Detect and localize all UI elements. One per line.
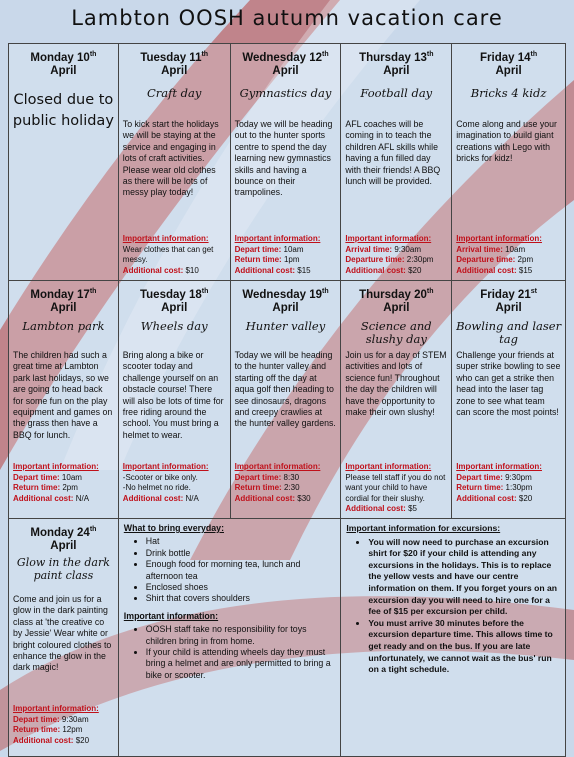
activity-description: Bring along a bike or scooter today and challenge yourself on an obstacle course! There will also be lots of time for free riding around the school. You must bring a helmet to wear.: [122, 350, 224, 440]
activity-description: The children had such a great time at Lambton park last holidays, so we are going to head back for some fun on the play equipment and games on the grass then have a BBQ for lunch.: [13, 350, 113, 440]
activity-info: Important information: Depart time: 10am Return time: 1pm Additional cost: $15: [234, 234, 321, 275]
activity-info: Important information: Arrival time: 10am Departure time: 2pm Additional cost: $15: [456, 234, 542, 275]
day-heading: Monday 24th April: [30, 526, 97, 552]
list-item: • Shirt that covers shoulders: [146, 593, 336, 604]
day-heading: Thursday 13th April: [359, 51, 434, 77]
activity-description: Today we will be heading to the hunter valley and starting off the day at aqua golf then heading to see dinosaurs, dragons and creepy crawlies at the hunter valley gardens.: [234, 350, 336, 429]
activity-description: Join us for a day of STEM activities and lots of science fun! Throughout the day the children will have the opportunity to make their own slushy!: [345, 350, 447, 418]
list-item: • Hat: [146, 536, 336, 547]
list-item: • OOSH staff take no responsibility for toys children bring in from home.: [146, 624, 336, 647]
week-3-row: [8, 519, 566, 757]
page-title: Lambton OOSH autumn vacation care: [71, 6, 503, 30]
activity-info: Important information: Arrival time: 9:30am Departure time: 2:30pm Additional cost: $20: [345, 234, 434, 275]
activity-description: Today we will be heading out to the hunter sports centre to spend the day learning new gymnastics skills and having a bounce on their trampolines.: [234, 119, 333, 198]
activity-title: Hunter valley: [245, 319, 326, 333]
day-cell-monday-24: [9, 519, 119, 757]
week-2-row: [8, 281, 566, 519]
day-heading: Wednesday 12th April: [242, 51, 329, 77]
day-heading: Tuesday 18th April: [139, 288, 209, 314]
activity-info: Important information: Please tell staff if you do not want your child to have cordial for their slushy. Additional cost: $5: [345, 462, 446, 514]
activity-title: Wheels day: [140, 319, 208, 333]
list-item: • Enough food for morning tea, lunch and afternoon tea: [146, 559, 336, 582]
activity-title: Football day: [360, 86, 433, 100]
activity-title: Craft day: [146, 86, 202, 100]
list-item: • Drink bottle: [146, 548, 336, 559]
bring-heading: What to bring everyday:: [123, 523, 224, 533]
general-info-list: [124, 624, 336, 681]
activity-info: Important information: Depart time: 9:30pm Return time: 1:30pm Additional cost: $20: [456, 462, 542, 503]
activity-info: Important information: -Scooter or bike only. -No helmet no ride. Additional cost: N/A: [122, 462, 209, 503]
day-cell-friday-21: [452, 281, 566, 519]
activity-description: Challenge your friends at super strike bowling to see who can get a strike then head into the laser tag zone to see what team can score the most points!: [456, 350, 561, 418]
activity-description: Come along and use your imagination to build giant creations with Lego with bricks for kidz!: [456, 119, 557, 164]
activity-info: Important information: Depart time: 9:30am Return time: 12pm Additional cost: $20: [13, 704, 99, 745]
activity-title: Lambton park: [22, 319, 105, 333]
general-info-heading: Important information:: [123, 610, 219, 621]
activity-title: Gymnastics day: [239, 86, 332, 100]
activity-info: Important information: Depart time: 8:30 Return time: 2:30 Additional cost: $30: [234, 462, 321, 503]
excursion-list: [346, 537, 560, 676]
day-heading: Tuesday 11th April: [140, 51, 209, 77]
day-cell-tuesday-11: [119, 43, 231, 281]
activity-description: To kick start the holidays we will be staying at the service and engaging in lots of craft activities. Please wear old clothes as there will be lots of messy play today!: [122, 119, 219, 198]
activity-description: AFL coaches will be coming in to teach the children AFL skills while having a fun filled day with their friends! A BBQ lunch will be provided.: [345, 119, 441, 187]
closed-notice: Closed due to public holiday: [12, 92, 114, 129]
activity-title: Glow in the dark paint class: [16, 556, 110, 582]
day-heading: Wednesday 19th April: [242, 288, 329, 314]
day-cell-wednesday-12: [231, 43, 342, 281]
excursion-heading: Important information for excursions:: [346, 523, 501, 533]
day-heading: Friday 14th April: [480, 51, 538, 77]
bring-list: [124, 536, 336, 604]
list-item: • You will now need to purchase an excursion shirt for $20 if your child is attending any excursions in the holidays. This is to replace the yellow vests and have our centre information on them. If you forget yours on an excursion day you will need to hire one for a fee of $15 per excursion per child.: [368, 537, 560, 618]
activity-info: Important information: Wear clothes that can get messy. Additional cost: $10: [122, 234, 214, 275]
day-heading: Friday 21st April: [480, 288, 537, 314]
day-heading: Monday 17th April: [30, 288, 97, 314]
day-heading: Monday 10th April: [30, 51, 97, 77]
activity-title: Bricks 4 kidz: [470, 86, 547, 100]
day-cell-wednesday-19: [231, 281, 342, 519]
day-cell-monday-17: [9, 281, 119, 519]
day-cell-tuesday-18: [119, 281, 231, 519]
activity-title: Science and slushy day: [360, 319, 432, 346]
excursion-info-panel: [341, 519, 566, 757]
activity-description: Come and join us for a glow in the dark painting class at 'the creative co by Jessie' Wear white or bright coloured clothes to enhance the glow in the dark magic!: [13, 594, 112, 673]
list-item: • If your child is attending wheels day they must bring a helmet and are only permitted to bring a bike or scooter.: [146, 647, 336, 681]
activity-title: Bowling and laser tag: [456, 319, 562, 346]
schedule-grid: [8, 43, 566, 757]
list-item: • Enclosed shoes: [146, 582, 336, 593]
day-cell-thursday-20: [341, 281, 452, 519]
activity-info: Important information: Depart time: 10am Return time: 2pm Additional cost: N/A: [13, 462, 99, 503]
list-item: • You must arrive 30 minutes before the excursion departure time. This allows time to get ready and on the bus. If you are late unfortunately, we cannot wait as the bus' run on a tight schedule.: [368, 618, 560, 676]
day-cell-thursday-13: [341, 43, 452, 281]
week-1-row: [8, 43, 566, 281]
general-info-panel: [119, 519, 342, 757]
day-cell-monday-10: [9, 43, 119, 281]
day-cell-friday-14: [452, 43, 566, 281]
day-heading: Thursday 20th April: [359, 288, 434, 314]
